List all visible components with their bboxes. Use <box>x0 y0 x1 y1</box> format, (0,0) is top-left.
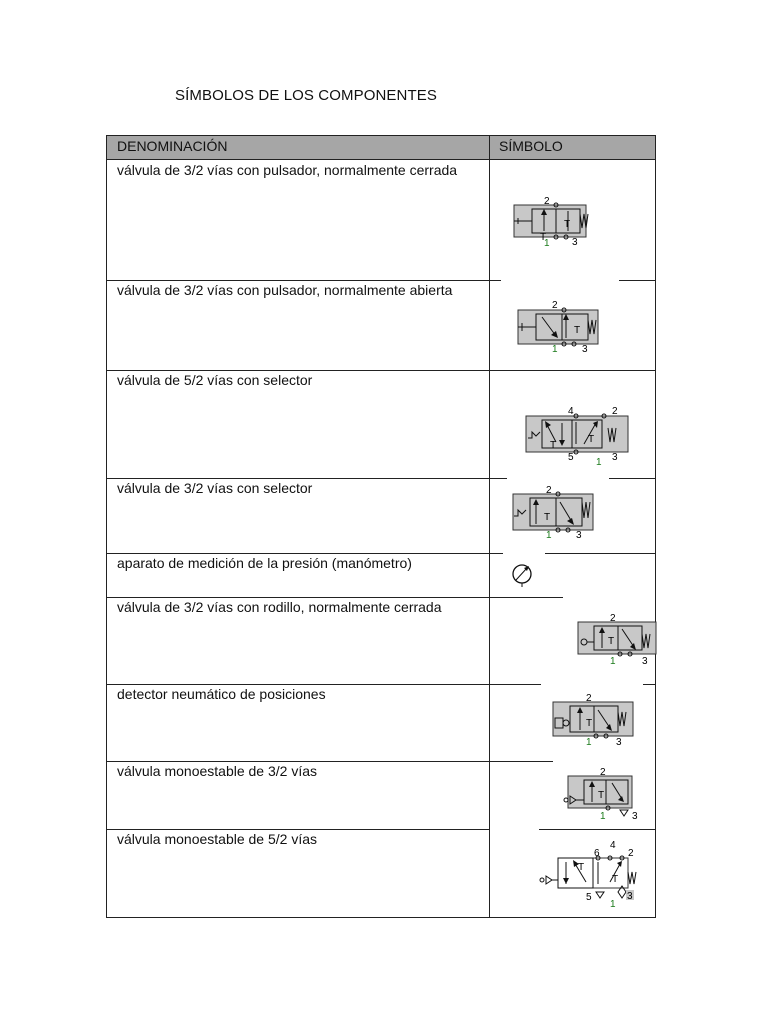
port-label: 2 <box>610 613 616 624</box>
port-label: 3 <box>642 656 648 667</box>
svg-text:T: T <box>540 232 547 243</box>
column-divider <box>489 136 490 917</box>
row-label: válvula de 3/2 vías con pulsador, normalmente cerrada <box>117 162 458 178</box>
svg-text:T: T <box>586 718 593 729</box>
row-label: válvula de 5/2 vías con selector <box>117 372 313 388</box>
row-label: aparato de medición de la presión (manómetro) <box>117 555 412 571</box>
port-label: 3 <box>632 811 638 822</box>
svg-text:T: T <box>550 440 557 451</box>
row-divider <box>489 553 503 554</box>
port-label: 2 <box>544 196 550 207</box>
port-label: 3 <box>576 530 582 541</box>
port-label: 4 <box>568 406 574 417</box>
row-divider <box>489 761 553 762</box>
row-divider <box>489 478 507 479</box>
row-divider <box>107 829 489 830</box>
row-label: detector neumático de posiciones <box>117 686 326 702</box>
port-label: 1 <box>544 238 550 249</box>
row-label: válvula de 3/2 vías con rodillo, normalmente cerrada <box>117 599 442 615</box>
port-label: 6 <box>594 848 600 859</box>
page-title: SÍMBOLOS DE LOS COMPONENTES <box>175 87 437 104</box>
pneumatic-position-detector-icon <box>550 692 636 748</box>
port-label: 4 <box>610 840 616 851</box>
row-divider <box>489 684 541 685</box>
port-label: 1 <box>610 899 616 910</box>
valve-3-2-selector-icon <box>510 484 596 540</box>
row-divider <box>539 829 655 830</box>
port-label: 1 <box>610 656 616 667</box>
row-label: válvula de 3/2 vías con selector <box>117 480 313 496</box>
valve-monostable-3-2-icon <box>562 766 642 822</box>
svg-text:T: T <box>574 325 581 336</box>
port-label: 3 <box>612 452 618 463</box>
port-label: 2 <box>586 693 592 704</box>
svg-text:T: T <box>608 636 615 647</box>
row-divider <box>489 280 501 281</box>
port-label: 3 <box>582 344 588 355</box>
port-label: 2 <box>546 485 552 496</box>
row-divider <box>619 280 655 281</box>
row-divider <box>545 553 655 554</box>
port-label: 5 <box>586 892 592 903</box>
port-label: 1 <box>552 344 558 355</box>
port-label: 3 <box>572 237 578 248</box>
row-label: válvula de 3/2 vías con pulsador, normalmente abierta <box>117 282 453 298</box>
port-label: 2 <box>600 767 606 778</box>
valve-3-2-pushbutton-nc-icon <box>510 196 590 248</box>
valve-3-2-pushbutton-no-icon <box>514 300 604 355</box>
valve-3-2-roller-nc-icon <box>576 612 658 668</box>
port-label: 3 <box>627 891 633 902</box>
port-label: 1 <box>596 457 602 468</box>
port-label: 2 <box>612 406 618 417</box>
row-label: válvula monoestable de 5/2 vías <box>117 831 318 847</box>
port-label: 1 <box>546 530 552 541</box>
row-divider <box>107 684 489 685</box>
header-simbolo: SÍMBOLO <box>499 138 563 154</box>
row-divider <box>107 761 489 762</box>
row-divider <box>107 280 489 281</box>
row-divider <box>107 370 655 371</box>
row-divider <box>609 478 655 479</box>
svg-text:T: T <box>564 219 571 230</box>
svg-text:T: T <box>588 434 595 445</box>
port-label: 2 <box>552 300 558 311</box>
port-label: 3 <box>616 737 622 748</box>
svg-text:T: T <box>612 874 619 885</box>
svg-text:T: T <box>544 512 551 523</box>
row-divider <box>107 597 489 598</box>
port-label: 2 <box>628 848 634 859</box>
row-divider <box>643 684 655 685</box>
pressure-gauge-icon <box>510 562 536 588</box>
row-divider <box>107 553 489 554</box>
row-divider <box>107 478 489 479</box>
header-denominacion: DENOMINACIÓN <box>117 138 228 154</box>
svg-text:T: T <box>578 862 585 873</box>
valve-5-2-selector-icon <box>522 404 634 466</box>
row-divider <box>489 597 563 598</box>
table-header <box>107 136 655 160</box>
port-label: 1 <box>600 811 606 822</box>
svg-text:T: T <box>598 790 605 801</box>
valve-monostable-5-2-icon <box>536 838 642 908</box>
row-label: válvula monoestable de 3/2 vías <box>117 763 318 779</box>
port-label: 5 <box>568 452 574 463</box>
port-label: 1 <box>586 737 592 748</box>
